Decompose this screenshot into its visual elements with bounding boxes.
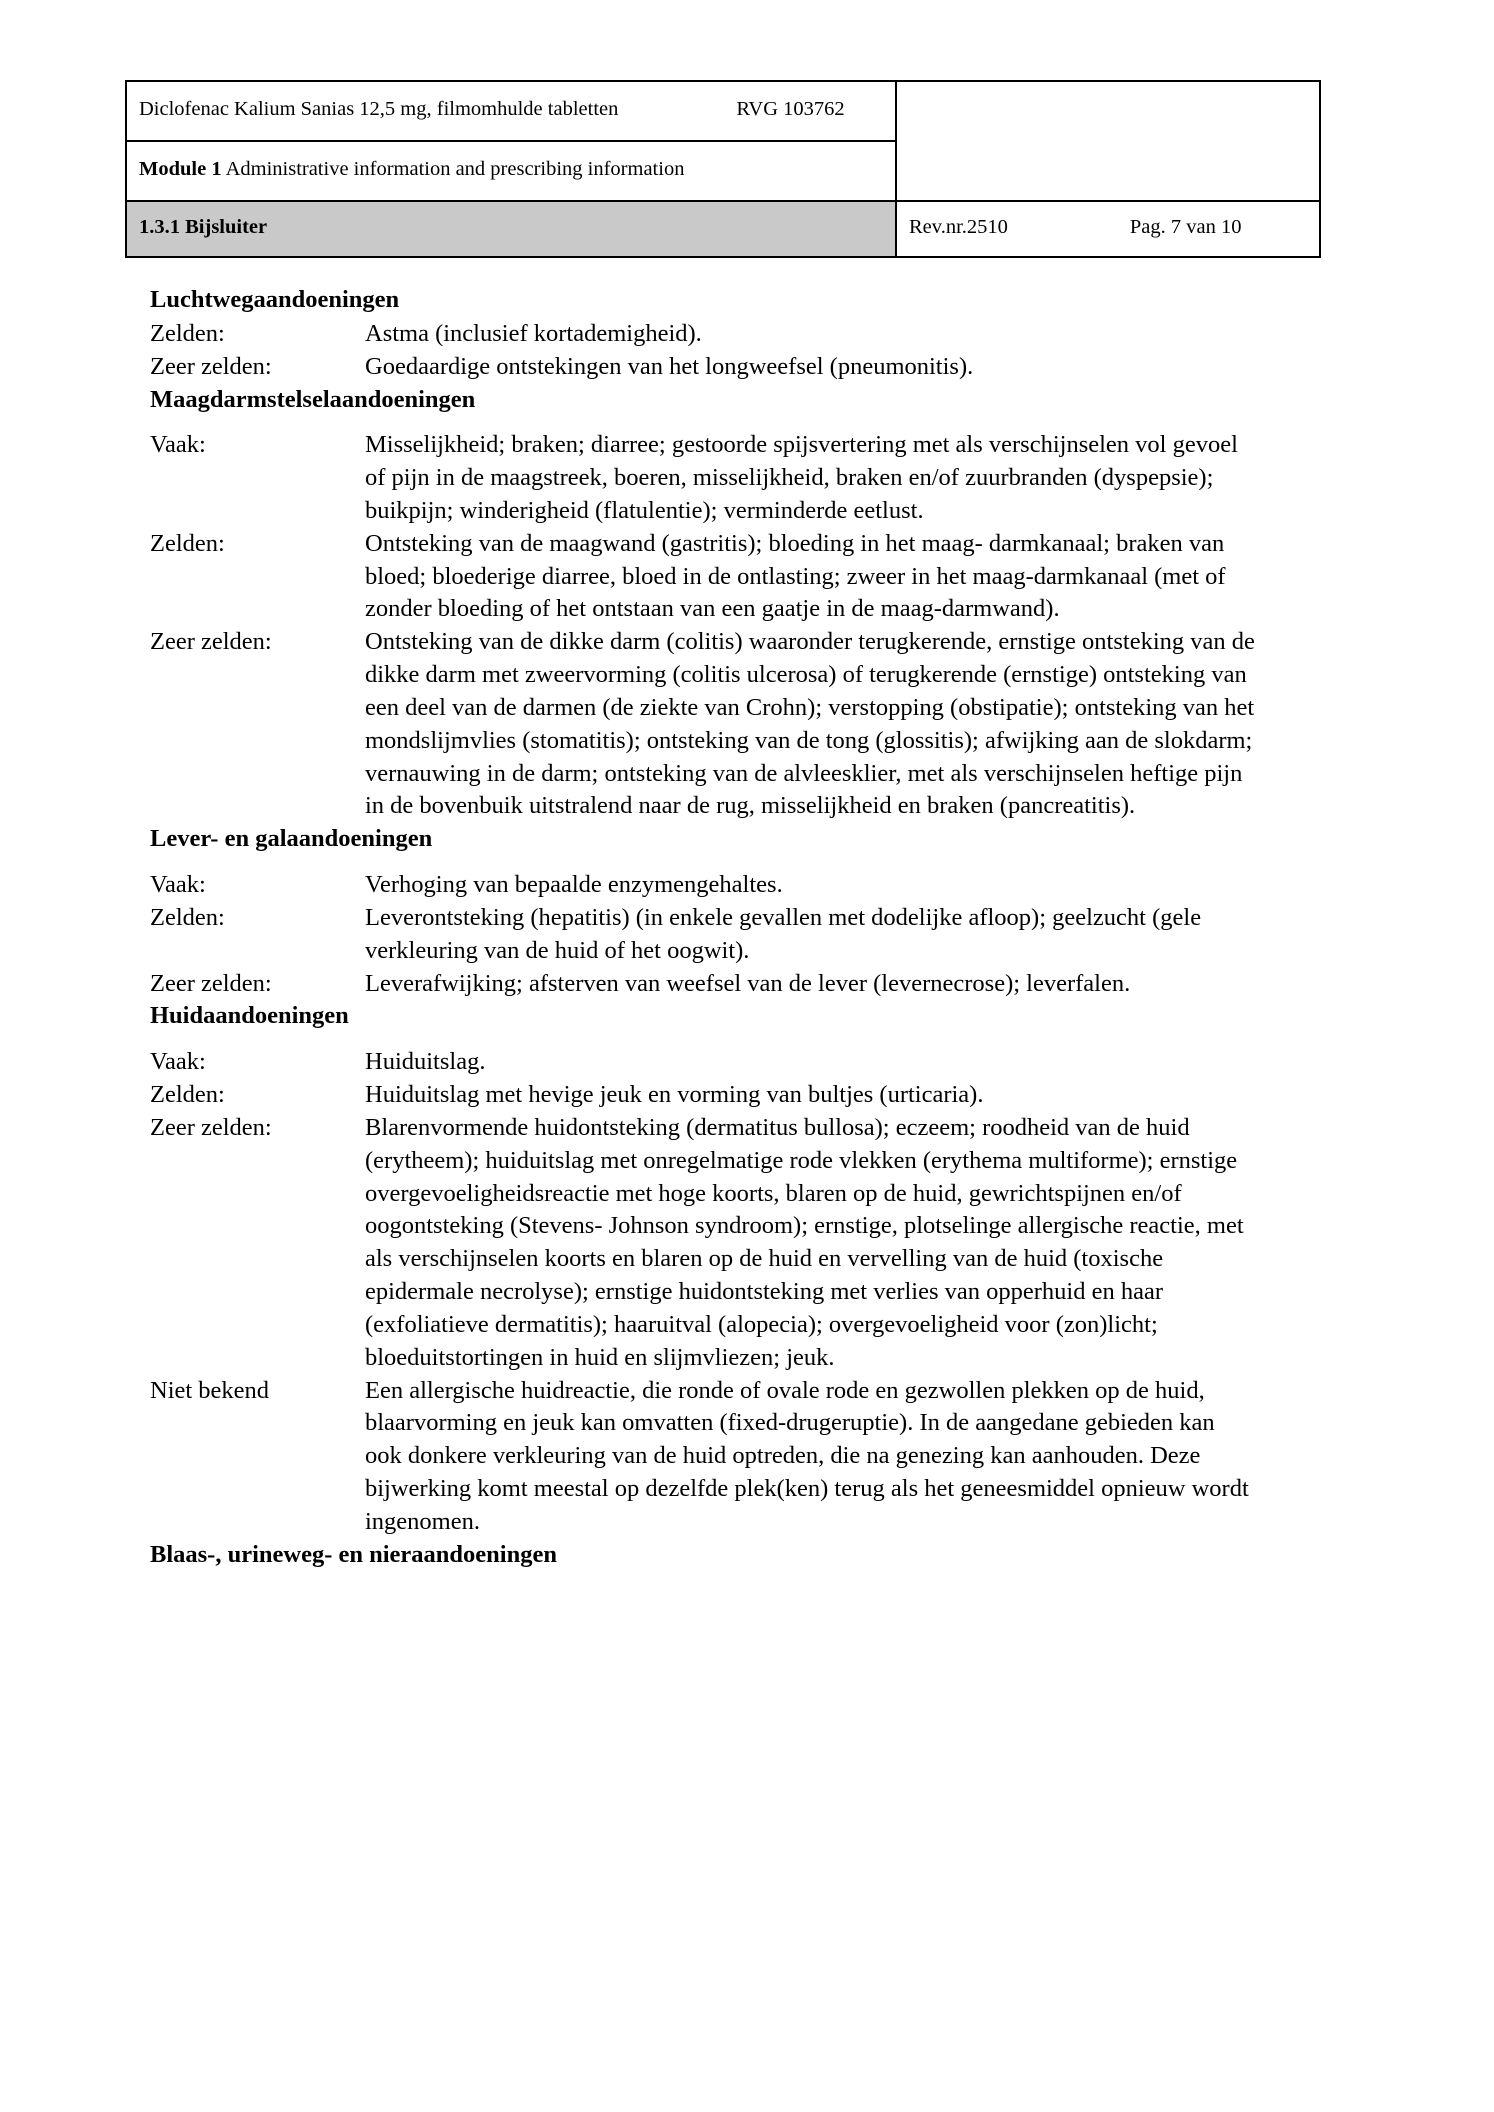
product-cell <box>126 81 896 141</box>
effect-row <box>150 1046 1344 1079</box>
frequency-label: Zeer zelden: <box>150 628 272 656</box>
header-row-section <box>126 201 1320 257</box>
frequency-label: Zeer zelden: <box>150 1113 272 1141</box>
effect-row <box>150 1112 1344 1375</box>
frequency-label: Zelden: <box>150 1081 225 1109</box>
revision-cell <box>896 201 1320 257</box>
effect-description: Verhoging van bepaalde enzymengehaltes. <box>365 871 783 899</box>
revision-number: Rev.nr.2510 <box>909 216 1008 239</box>
effect-row <box>150 1375 1344 1539</box>
effect-description: Misselijkheid; braken; diarree; gestoorde spijsvertering met als verschijnselen vol gevoel of pijn in de maagstreek, boeren, misselijkheid, braken en/of zuurbranden (dyspepsie); buikpijn; winderigheid (flatulentie); verminderde eetlust. <box>365 431 1238 524</box>
frequency-label: Zeer zelden: <box>150 352 272 380</box>
document-body <box>150 284 1344 1571</box>
module-label: Module 1 <box>139 158 222 181</box>
effect-row <box>150 1079 1344 1112</box>
frequency-label: Zelden: <box>150 903 225 931</box>
effect-description: Astma (inclusief kortademigheid). <box>365 319 702 347</box>
page-number: Pag. 7 van 10 <box>1129 216 1242 239</box>
effect-description: Blarenvormende huidontsteking (dermatitus bullosa); eczeem; roodheid van de huid (erytheem); huiduitslag met onregelmatige rode vlekken (erythema multiforme); ernstige overgevoeligheidsreactie met hoge koorts, blaren op de huid, gewrichtspijnen en/of oogontsteking (Stevens- Johnson syndroom); ernstige, plotselinge allergische reactie, met als verschijnselen koorts en blaren op de huid en vervelling van de huid (toxische epidermale necrolyse); ernstige huidontsteking met verlies van opperhuid en haar (exfoliatieve dermatitis); haaruitval (alopecia); overgevoeligheid voor (zon)licht; bloeduitstortingen in huid en slijmvliezen; jeuk. <box>365 1113 1244 1371</box>
frequency-label: Vaak: <box>150 1048 206 1076</box>
effect-row <box>150 902 1344 968</box>
frequency-label: Vaak: <box>150 431 206 459</box>
effect-description: Goedaardige ontstekingen van het longweefsel (pneumonitis). <box>365 352 974 380</box>
effect-row <box>150 626 1344 823</box>
frequency-label: Zelden: <box>150 319 225 347</box>
module-description: Administrative information and prescribing information <box>221 158 685 181</box>
effect-row <box>150 968 1344 1001</box>
section-number-cell: 1.3.1 Bijsluiter <box>126 201 896 257</box>
effect-row <box>150 528 1344 626</box>
frequency-label: Vaak: <box>150 871 206 899</box>
effect-description: Ontsteking van de dikke darm (colitis) waaronder terugkerende, ernstige ontsteking van de dikke darm met zweervorming (colitis ulcerosa) of terugkerende (ernstige) ontsteking van een deel van de darmen (de ziekte van Crohn); verstopping (obstipatie); ontsteking van het mondslijmvlies (stomatitis); ontsteking van de tong (glossitis); afwijking aan de slokdarm; vernauwing in de darm; ontsteking van de alvleesklier, met als verschijnselen heftige pijn in de bovenbuik uitstralend naar de rug, misselijkheid en braken (pancreatitis). <box>365 628 1255 820</box>
effect-row <box>150 869 1344 902</box>
document-header-table <box>125 80 1321 258</box>
effect-description: Een allergische huidreactie, die ronde of ovale rode en gezwollen plekken op de huid, blaarvorming en jeuk kan omvatten (fixed-drugeruptie). In de aangedane gebieden kan ook donkere verkleuring van de huid optreden, die na genezing kan aanhouden. Deze bijwerking komt meestal op dezelfde plek(ken) terug als het geneesmiddel opnieuw wordt ingenomen. <box>365 1376 1249 1535</box>
effect-description: Ontsteking van de maagwand (gastritis); bloeding in het maag- darmkanaal; braken van bloed; bloederige diarree, bloed in de ontlasting; zweer in het maag-darmkanaal (met of zonder bloeding of het ontstaan van een gaatje in de maag-darmwand). <box>365 529 1226 623</box>
frequency-label: Niet bekend <box>150 1376 270 1404</box>
effect-description: Leverontsteking (hepatitis) (in enkele gevallen met dodelijke afloop); geelzucht (gele verkleuring van de huid of het oogwit). <box>365 903 1202 964</box>
product-name: Diclofenac Kalium Sanias 12,5 mg, filmomhulde tabletten <box>139 98 619 121</box>
section-heading-huidaandoeningen: Huidaandoeningen <box>150 1002 349 1030</box>
effect-row <box>150 429 1344 527</box>
effect-row <box>150 318 1344 351</box>
effect-row <box>150 351 1344 384</box>
section-heading-maagdarmstelselaandoeningen: Maagdarmstelselaandoeningen <box>150 385 476 413</box>
section-heading-blaas-urineweg-en-nieraandoeningen: Blaas-, urineweg- en nieraandoeningen <box>150 1540 557 1568</box>
effect-description: Huiduitslag met hevige jeuk en vorming van bultjes (urticaria). <box>365 1081 984 1109</box>
section-heading-luchtwegaandoeningen: Luchtwegaandoeningen <box>150 286 400 313</box>
module-cell <box>126 141 896 201</box>
header-row-product <box>126 81 1320 141</box>
rvg-number: RVG 103762 <box>736 98 845 121</box>
header-blank-cell <box>896 81 1320 201</box>
frequency-label: Zeer zelden: <box>150 969 272 997</box>
frequency-label: Zelden: <box>150 529 225 557</box>
effect-description: Leverafwijking; afsterven van weefsel van de lever (levernecrose); leverfalen. <box>365 969 1131 997</box>
effect-description: Huiduitslag. <box>365 1048 486 1076</box>
section-heading-lever-en-galaandoeningen: Lever- en galaandoeningen <box>150 825 433 853</box>
